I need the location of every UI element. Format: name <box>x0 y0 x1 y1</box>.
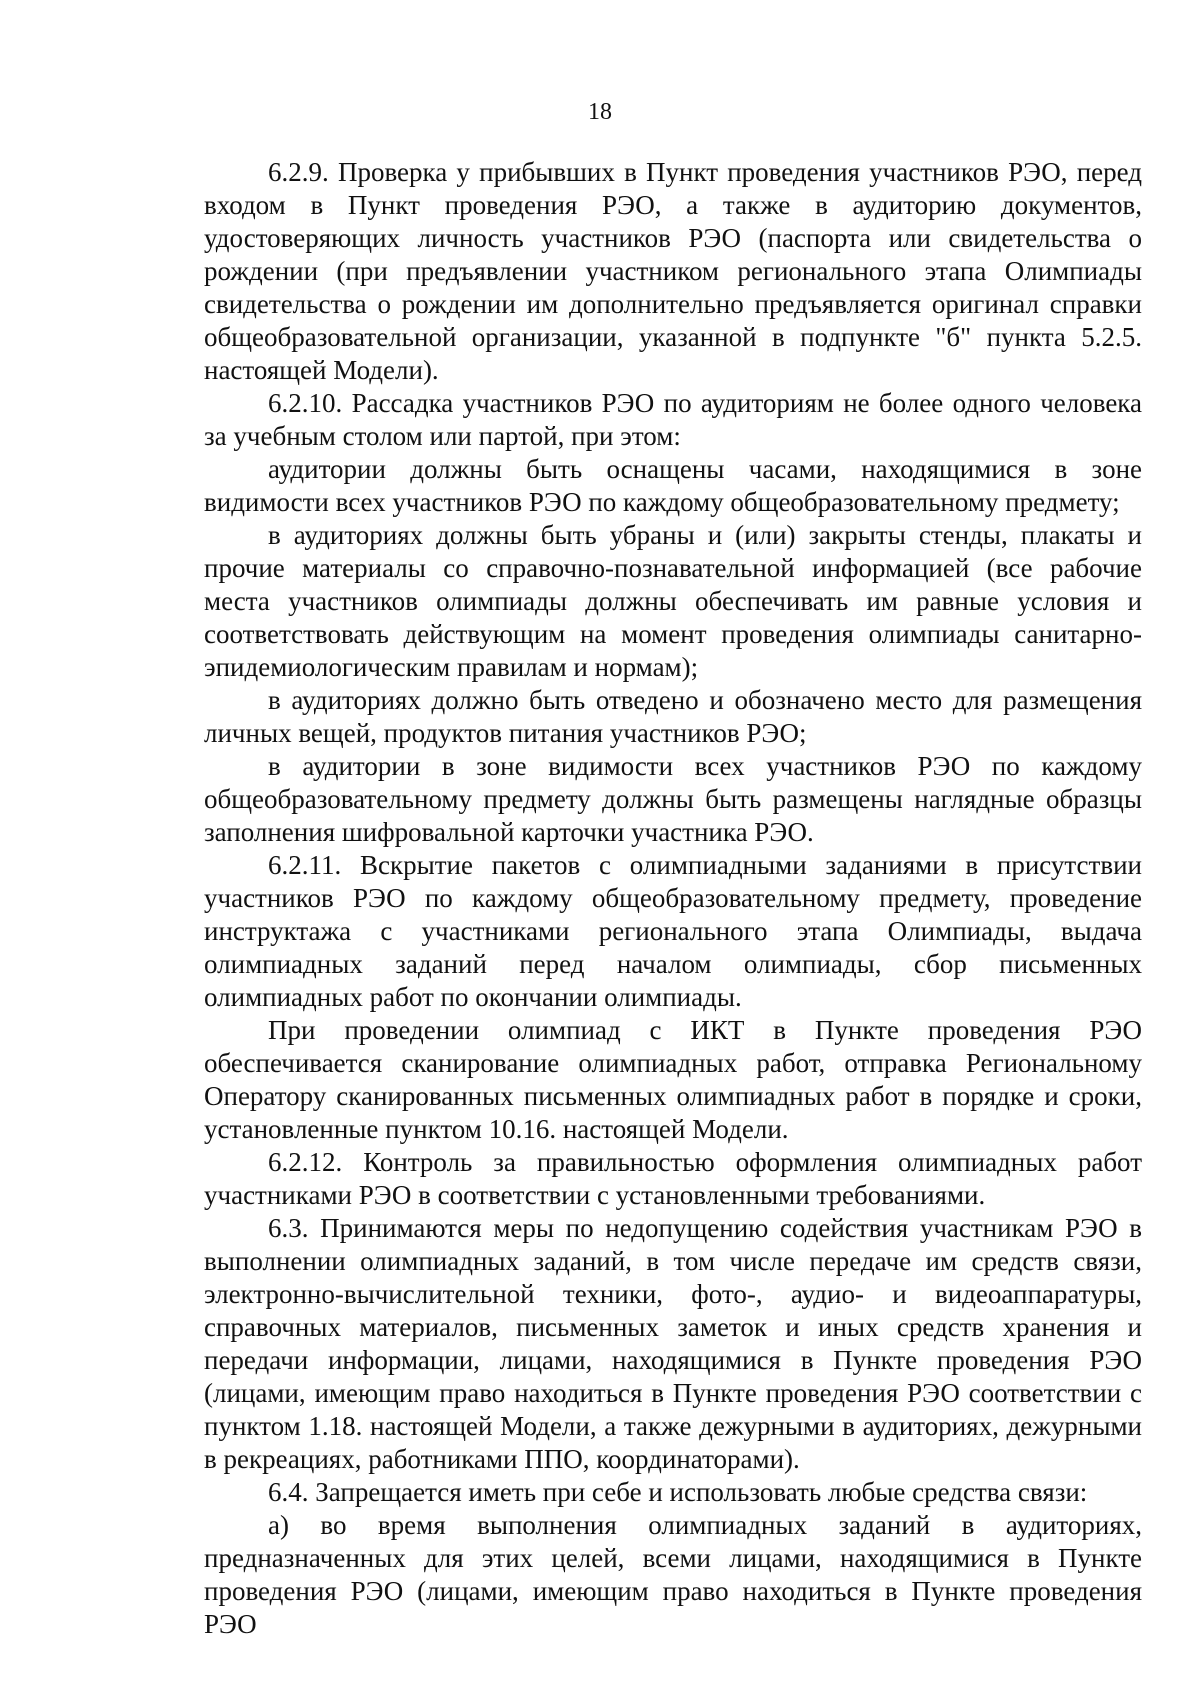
paragraph-ict-scanning: При проведении олимпиад с ИКТ в Пункте проведения РЭО обеспечивается сканирование олимпиадных работ, отправка Региональному Оператору сканированных письменных олимпиадных работ в порядке и сроки, установленные пунктом 10.16. настоящей Модели. <box>204 1015 1142 1144</box>
paragraph-6-4-a: а) во время выполнения олимпиадных заданий в аудиториях, предназначенных для этих целей, всеми лицами, находящимися в Пункте проведения РЭО (лицами, имеющим право находиться в Пункте проведения РЭО <box>204 1510 1142 1639</box>
paragraph-cipher-card-samples: в аудитории в зоне видимости всех участников РЭО по каждому общеобразовательному предмету должны быть размещены наглядные образцы заполнения шифровальной карточки участника РЭО. <box>204 751 1142 847</box>
paragraph-6-4: 6.4. Запрещается иметь при себе и использовать любые средства связи: <box>268 1477 1088 1507</box>
paragraph-6-2-9: 6.2.9. Проверка у прибывших в Пункт проведения участников РЭО, перед входом в Пункт проведения РЭО, а также в аудиторию документов, удостоверяющих личность участников РЭО (паспорта или свидетельства о рождении (при предъявлении участником регионального этапа Олимпиады свидетельства о рождении им дополнительно предъявляется оригинал справки общеобразовательной организации, указанной в подпункте "б" пункта 5.2.5. настоящей Модели). <box>204 157 1142 385</box>
paragraph-6-3: 6.3. Принимаются меры по недопущению содействия участникам РЭО в выполнении олимпиадных заданий, в том числе передаче им средств связи, электронно-вычислительной техники, фото-, аудио- и видеоаппаратуры, справочных материалов, письменных заметок и иных средств хранения и передачи информации, лицами, находящимися в Пункте проведения РЭО (лицами, имеющим право находиться в Пункте проведения РЭО соответствии с пунктом 1.18. настоящей Модели, а также дежурными в аудиториях, дежурными в рекреациях, работниками ППО, координаторами). <box>204 1213 1142 1474</box>
paragraph-stands-removed: в аудиториях должны быть убраны и (или) закрыты стенды, плакаты и прочие материалы со справочно-познавательной информацией (все рабочие места участников олимпиады должны обеспечивать им равные условия и соответствовать действующим на момент проведения олимпиады санитарно-эпидемиологическим правилам и нормам); <box>204 520 1142 682</box>
paragraph-personal-items: в аудиториях должно быть отведено и обозначено место для размещения личных вещей, продуктов питания участников РЭО; <box>204 685 1142 748</box>
paragraph-6-2-12: 6.2.12. Контроль за правильностью оформления олимпиадных работ участниками РЭО в соответствии с установленными требованиями. <box>204 1147 1142 1210</box>
paragraph-6-2-10: 6.2.10. Рассадка участников РЭО по аудиториям не более одного человека за учебным столом или партой, при этом: <box>204 388 1142 451</box>
paragraph-6-2-11: 6.2.11. Вскрытие пакетов с олимпиадными заданиями в присутствии участников РЭО по каждому общеобразовательному предмету, проведение инструктажа с участниками регионального этапа Олимпиады, выдача олимпиадных заданий перед началом олимпиады, сбор письменных олимпиадных работ по окончании олимпиады. <box>204 850 1142 1012</box>
paragraph-clocks: аудитории должны быть оснащены часами, находящимися в зоне видимости всех участников РЭО по каждому общеобразовательному предмету; <box>204 454 1142 517</box>
page-number: 18 <box>588 99 612 125</box>
document-body <box>204 156 1142 1641</box>
